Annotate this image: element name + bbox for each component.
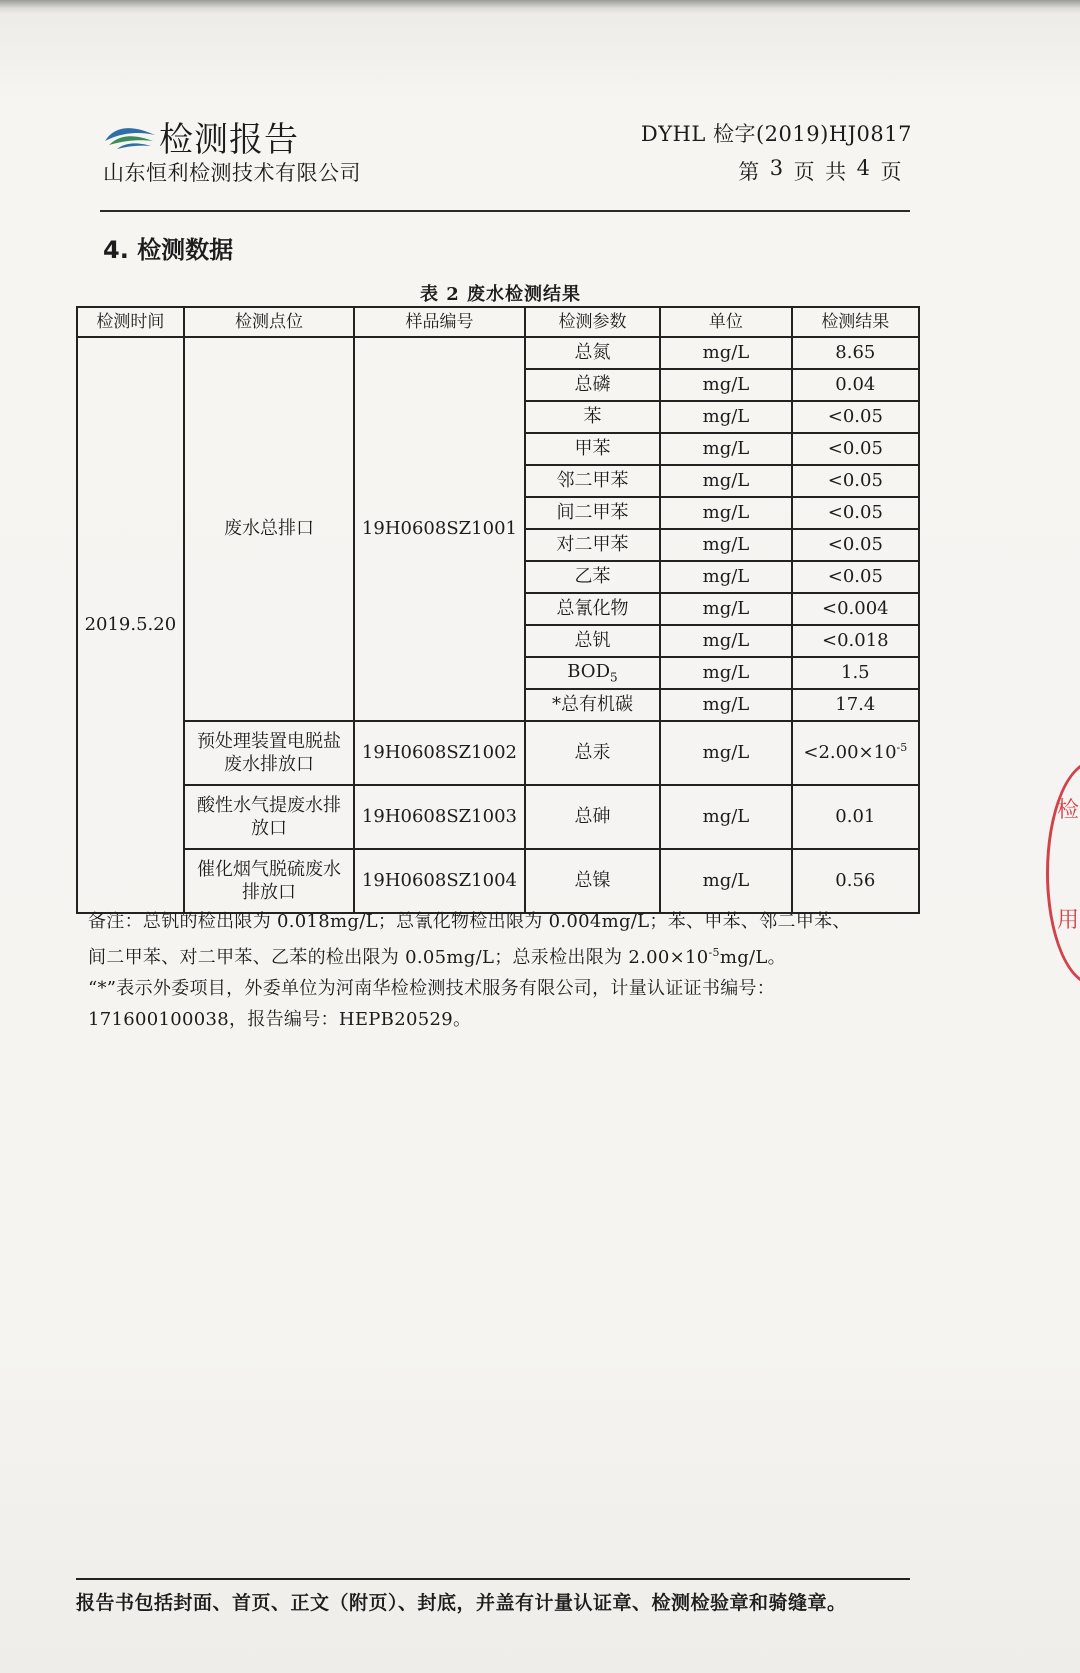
header-time: 检测时间 — [77, 307, 184, 337]
header-sample: 样品编号 — [354, 307, 524, 337]
cell-result: <0.05 — [792, 433, 919, 465]
cell-param: 乙苯 — [525, 561, 661, 593]
cell-location: 预处理装置电脱盐废水排放口 — [184, 721, 354, 785]
cell-location: 催化烟气脱硫废水排放口 — [184, 849, 354, 913]
cell-result: 1.5 — [792, 657, 919, 689]
table-caption: 表 2 废水检测结果 — [420, 284, 582, 305]
table-row — [77, 849, 919, 913]
cell-param: 对二甲苯 — [525, 529, 661, 561]
cell-param: 总镍 — [525, 849, 661, 913]
logo-wave-icon — [103, 121, 157, 153]
report-number: DYHL 检字(2019)HJ0817 — [640, 122, 912, 146]
scan-shadow — [0, 0, 1080, 14]
cell-date: 2019.5.20 — [77, 337, 184, 913]
cell-unit: mg/L — [660, 849, 791, 913]
results-table — [76, 306, 920, 914]
cell-unit: mg/L — [660, 689, 791, 721]
cell-unit: mg/L — [660, 465, 791, 497]
cell-unit: mg/L — [660, 593, 791, 625]
cell-unit: mg/L — [660, 625, 791, 657]
cell-sample: 19H0608SZ1003 — [354, 785, 524, 849]
header-result: 检测结果 — [792, 307, 919, 337]
cell-param: 甲苯 — [525, 433, 661, 465]
company-name: 山东恒利检测技术有限公司 — [103, 161, 361, 185]
cell-result: <0.05 — [792, 401, 919, 433]
cell-param: 总砷 — [525, 785, 661, 849]
note-line: “*”表示外委项目，外委单位为河南华检检测技术服务有限公司，计量认证证书编号： — [88, 978, 776, 999]
cell-result: 0.01 — [792, 785, 919, 849]
cell-location: 酸性水气提废水排放口 — [184, 785, 354, 849]
header-parameter: 检测参数 — [525, 307, 661, 337]
cell-param: 总磷 — [525, 369, 661, 401]
cell-param: 总汞 — [525, 721, 661, 785]
cell-param: 间二甲苯 — [525, 497, 661, 529]
cell-param: 总氰化物 — [525, 593, 661, 625]
cell-sample: 19H0608SZ1001 — [354, 337, 524, 721]
header-location: 检测点位 — [184, 307, 354, 337]
cell-result: <0.05 — [792, 529, 919, 561]
cell-unit: mg/L — [660, 785, 791, 849]
logo-title: 检测报告 — [159, 120, 299, 160]
cell-unit: mg/L — [660, 401, 791, 433]
cell-result: <0.004 — [792, 593, 919, 625]
section-title: 4. 检测数据 — [103, 236, 234, 264]
cell-unit: mg/L — [660, 497, 791, 529]
cell-unit: mg/L — [660, 369, 791, 401]
cell-result: <0.018 — [792, 625, 919, 657]
cell-param: $BOD_5$ — [525, 657, 661, 689]
cell-param: 邻二甲苯 — [525, 465, 661, 497]
cell-result: 0.56 — [792, 849, 919, 913]
cell-unit: mg/L — [660, 657, 791, 689]
cell-result: <0.05 — [792, 465, 919, 497]
note-line: 备注：总钒的检出限为 0.018mg/L；总氰化物检出限为 0.004mg/L；苯、甲苯、邻二甲苯、 — [88, 911, 851, 932]
cell-unit: mg/L — [660, 721, 791, 785]
company-logo — [103, 112, 299, 161]
notes — [88, 906, 918, 1035]
page-indicator: 第 3 页 共 4 页 — [738, 156, 902, 184]
red-seal-stamp: 检 用 — [1046, 760, 1080, 986]
header-unit: 单位 — [660, 307, 791, 337]
header-divider — [100, 210, 910, 212]
cell-result: 17.4 — [792, 689, 919, 721]
table-row — [77, 337, 919, 369]
cell-unit: mg/L — [660, 561, 791, 593]
cell-sample: 19H0608SZ1004 — [354, 849, 524, 913]
note-line: 171600100038，报告编号：HEPB20529。 — [88, 1009, 472, 1030]
cell-result: 0.04 — [792, 369, 919, 401]
cell-param: 总钒 — [525, 625, 661, 657]
cell-param: *总有机碳 — [525, 689, 661, 721]
cell-result: <0.05 — [792, 561, 919, 593]
footer-statement: 报告书包括封面、首页、正文（附页）、封底，并盖有计量认证章、检测检验章和骑缝章。 — [76, 1578, 910, 1615]
cell-result: 8.65 — [792, 337, 919, 369]
cell-result: $<2.00\times 10^{-5}$ — [792, 721, 919, 785]
cell-unit: mg/L — [660, 529, 791, 561]
table-row — [77, 785, 919, 849]
table-row — [77, 721, 919, 785]
cell-location: 废水总排口 — [184, 337, 354, 721]
cell-param: 总氮 — [525, 337, 661, 369]
cell-param: 苯 — [525, 401, 661, 433]
cell-sample: 19H0608SZ1002 — [354, 721, 524, 785]
cell-unit: mg/L — [660, 433, 791, 465]
note-line: 间二甲苯、对二甲苯、乙苯的检出限为 0.05mg/L；总汞检出限为 $2.00\times 10^{-5}mg/L$。 — [88, 946, 786, 968]
table-header-row — [77, 307, 919, 337]
cell-result: <0.05 — [792, 497, 919, 529]
cell-unit: mg/L — [660, 337, 791, 369]
